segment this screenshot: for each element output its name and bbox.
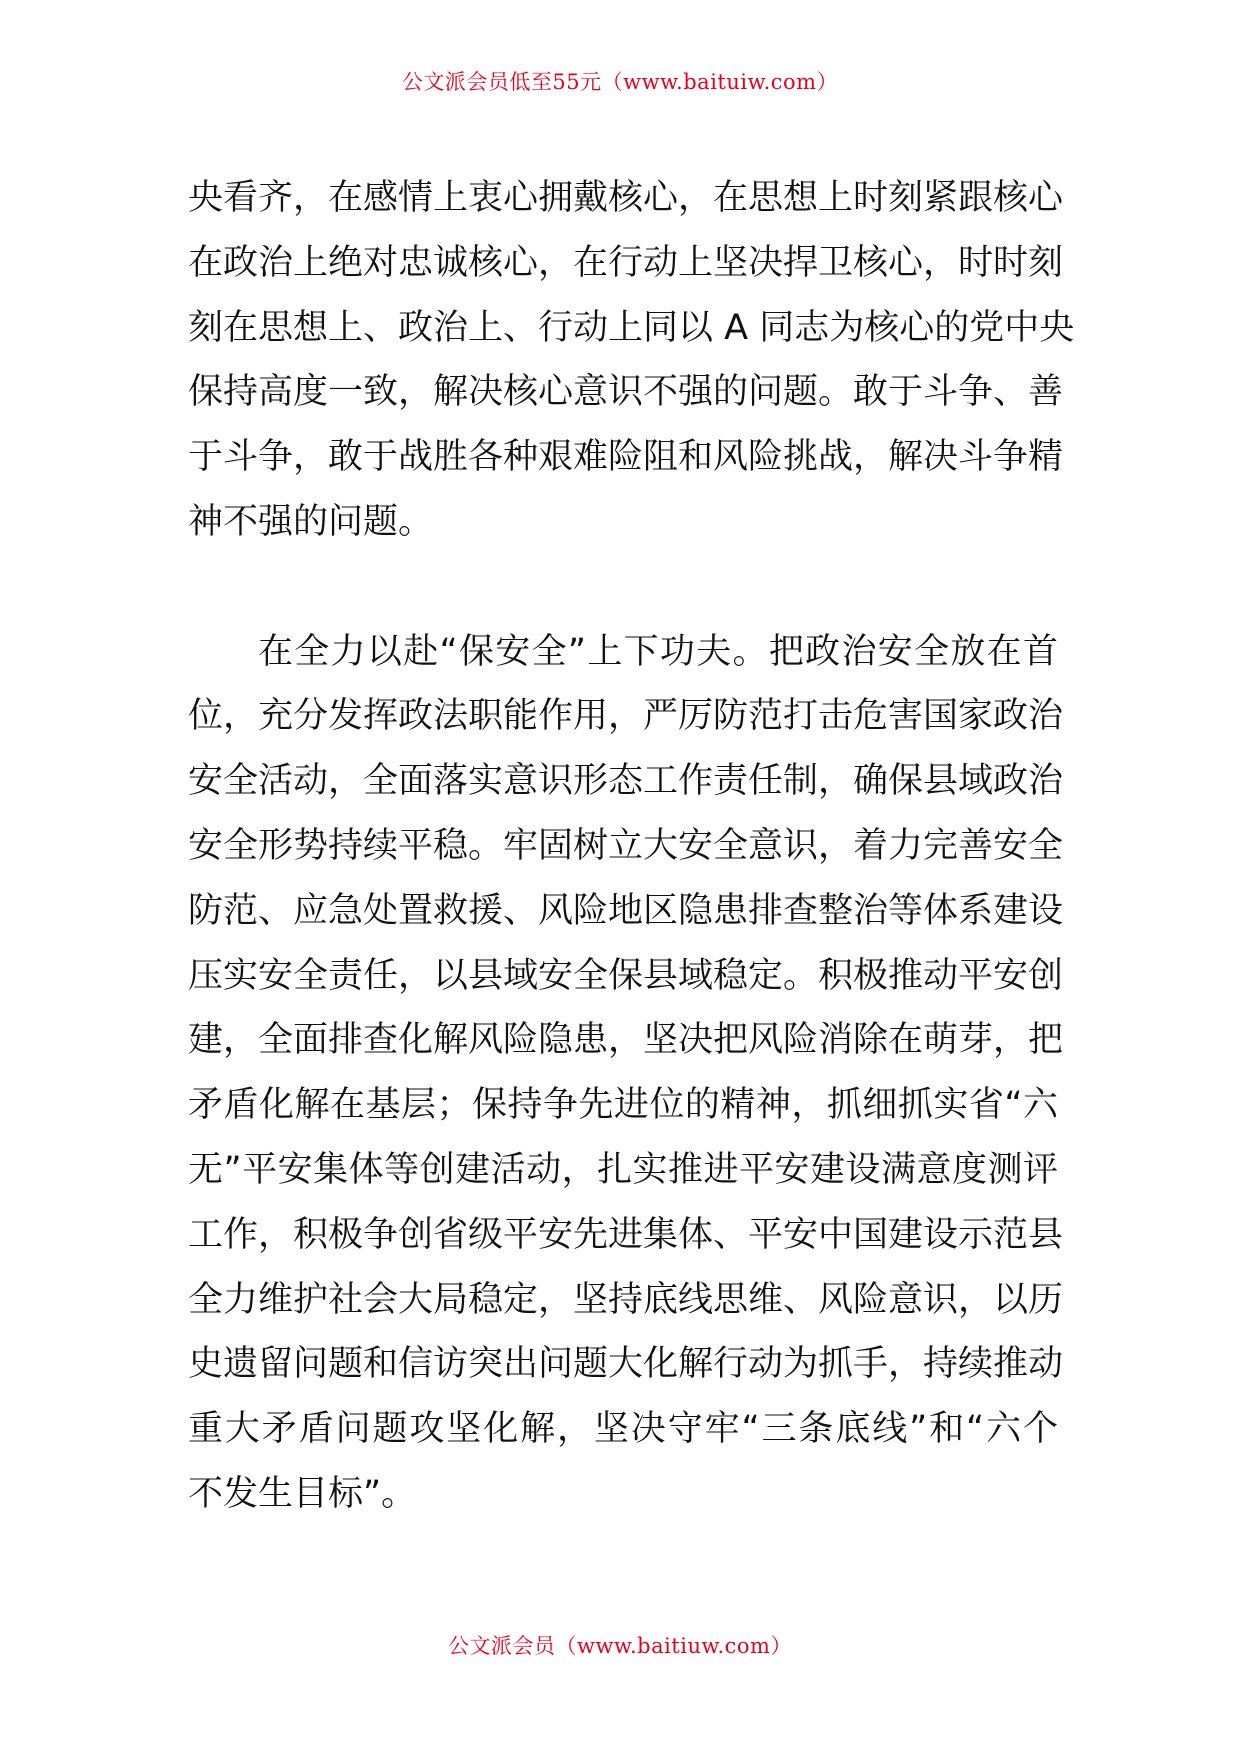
- text-line: 全力维护社会大局稳定，坚持底线思维、风险意识，以历: [188, 1279, 1064, 1320]
- text-line: 建，全面排查化解风险隐患，坚决把风险消除在萌芽，把: [188, 1020, 1064, 1061]
- text-line: 防范、应急处置救援、风险地区隐患排查整治等体系建设: [188, 890, 1064, 931]
- text-line: 于斗争，敢于战胜各种艰难险阻和风险挑战，解决斗争精: [188, 437, 1064, 478]
- text-line: 不发生目标”。: [188, 1473, 417, 1514]
- text-line: 在政治上绝对忠诚核心，在行动上坚决捍卫核心，时时刻: [188, 242, 1064, 283]
- text-line: 史遗留问题和信访突出问题大化解行动为抓手，持续推动: [188, 1344, 1064, 1385]
- text-line: 神不强的问题。: [188, 501, 434, 542]
- text-line: 压实安全责任，以县域安全保县域稳定。积极推动平安创: [188, 955, 1064, 996]
- document-body: [188, 166, 1075, 1527]
- text-line: 重大矛盾问题攻坚化解，坚决守牢“三条底线”和“六个: [188, 1409, 1058, 1450]
- text-line: 央看齐，在感情上衷心拥戴核心，在思想上时刻紧跟核心: [188, 178, 1064, 218]
- text-line: 矛盾化解在基层；保持争先进位的精神，抓细抓实省“六: [188, 1085, 1058, 1126]
- text-line: 保持高度一致，解决核心意识不强的问题。敢于斗争、善: [188, 372, 1064, 413]
- text-line: 刻在思想上、政治上、行动上同以 A 同志为核心的党中央: [188, 307, 1075, 348]
- paragraph-spacer: [188, 555, 1058, 620]
- text-line: 在全力以赴“保安全”上下功夫。把政治安全放在首: [258, 631, 1058, 672]
- footer-banner: 公文派会员（www.baitiuw.com）: [448, 1634, 792, 1658]
- text-line: 安全形势持续平稳。牢固树立大安全意识，着力完善安全: [188, 825, 1064, 866]
- text-line: 位，充分发挥政法职能作用，严厉防范打击危害国家政治: [188, 696, 1064, 737]
- paragraph-1: [188, 166, 1075, 555]
- text-line: 工作，积极争创省级平安先进集体、平安中国建设示范县: [188, 1214, 1064, 1255]
- paragraph-2: [188, 620, 1064, 1527]
- header-banner: 公文派会员低至55元（www.baituiw.com）: [401, 70, 839, 94]
- text-line: 安全活动，全面落实意识形态工作责任制，确保县域政治: [188, 761, 1064, 802]
- text-line: 无”平安集体等创建活动，扎实推进平安建设满意度测评: [188, 1149, 1058, 1190]
